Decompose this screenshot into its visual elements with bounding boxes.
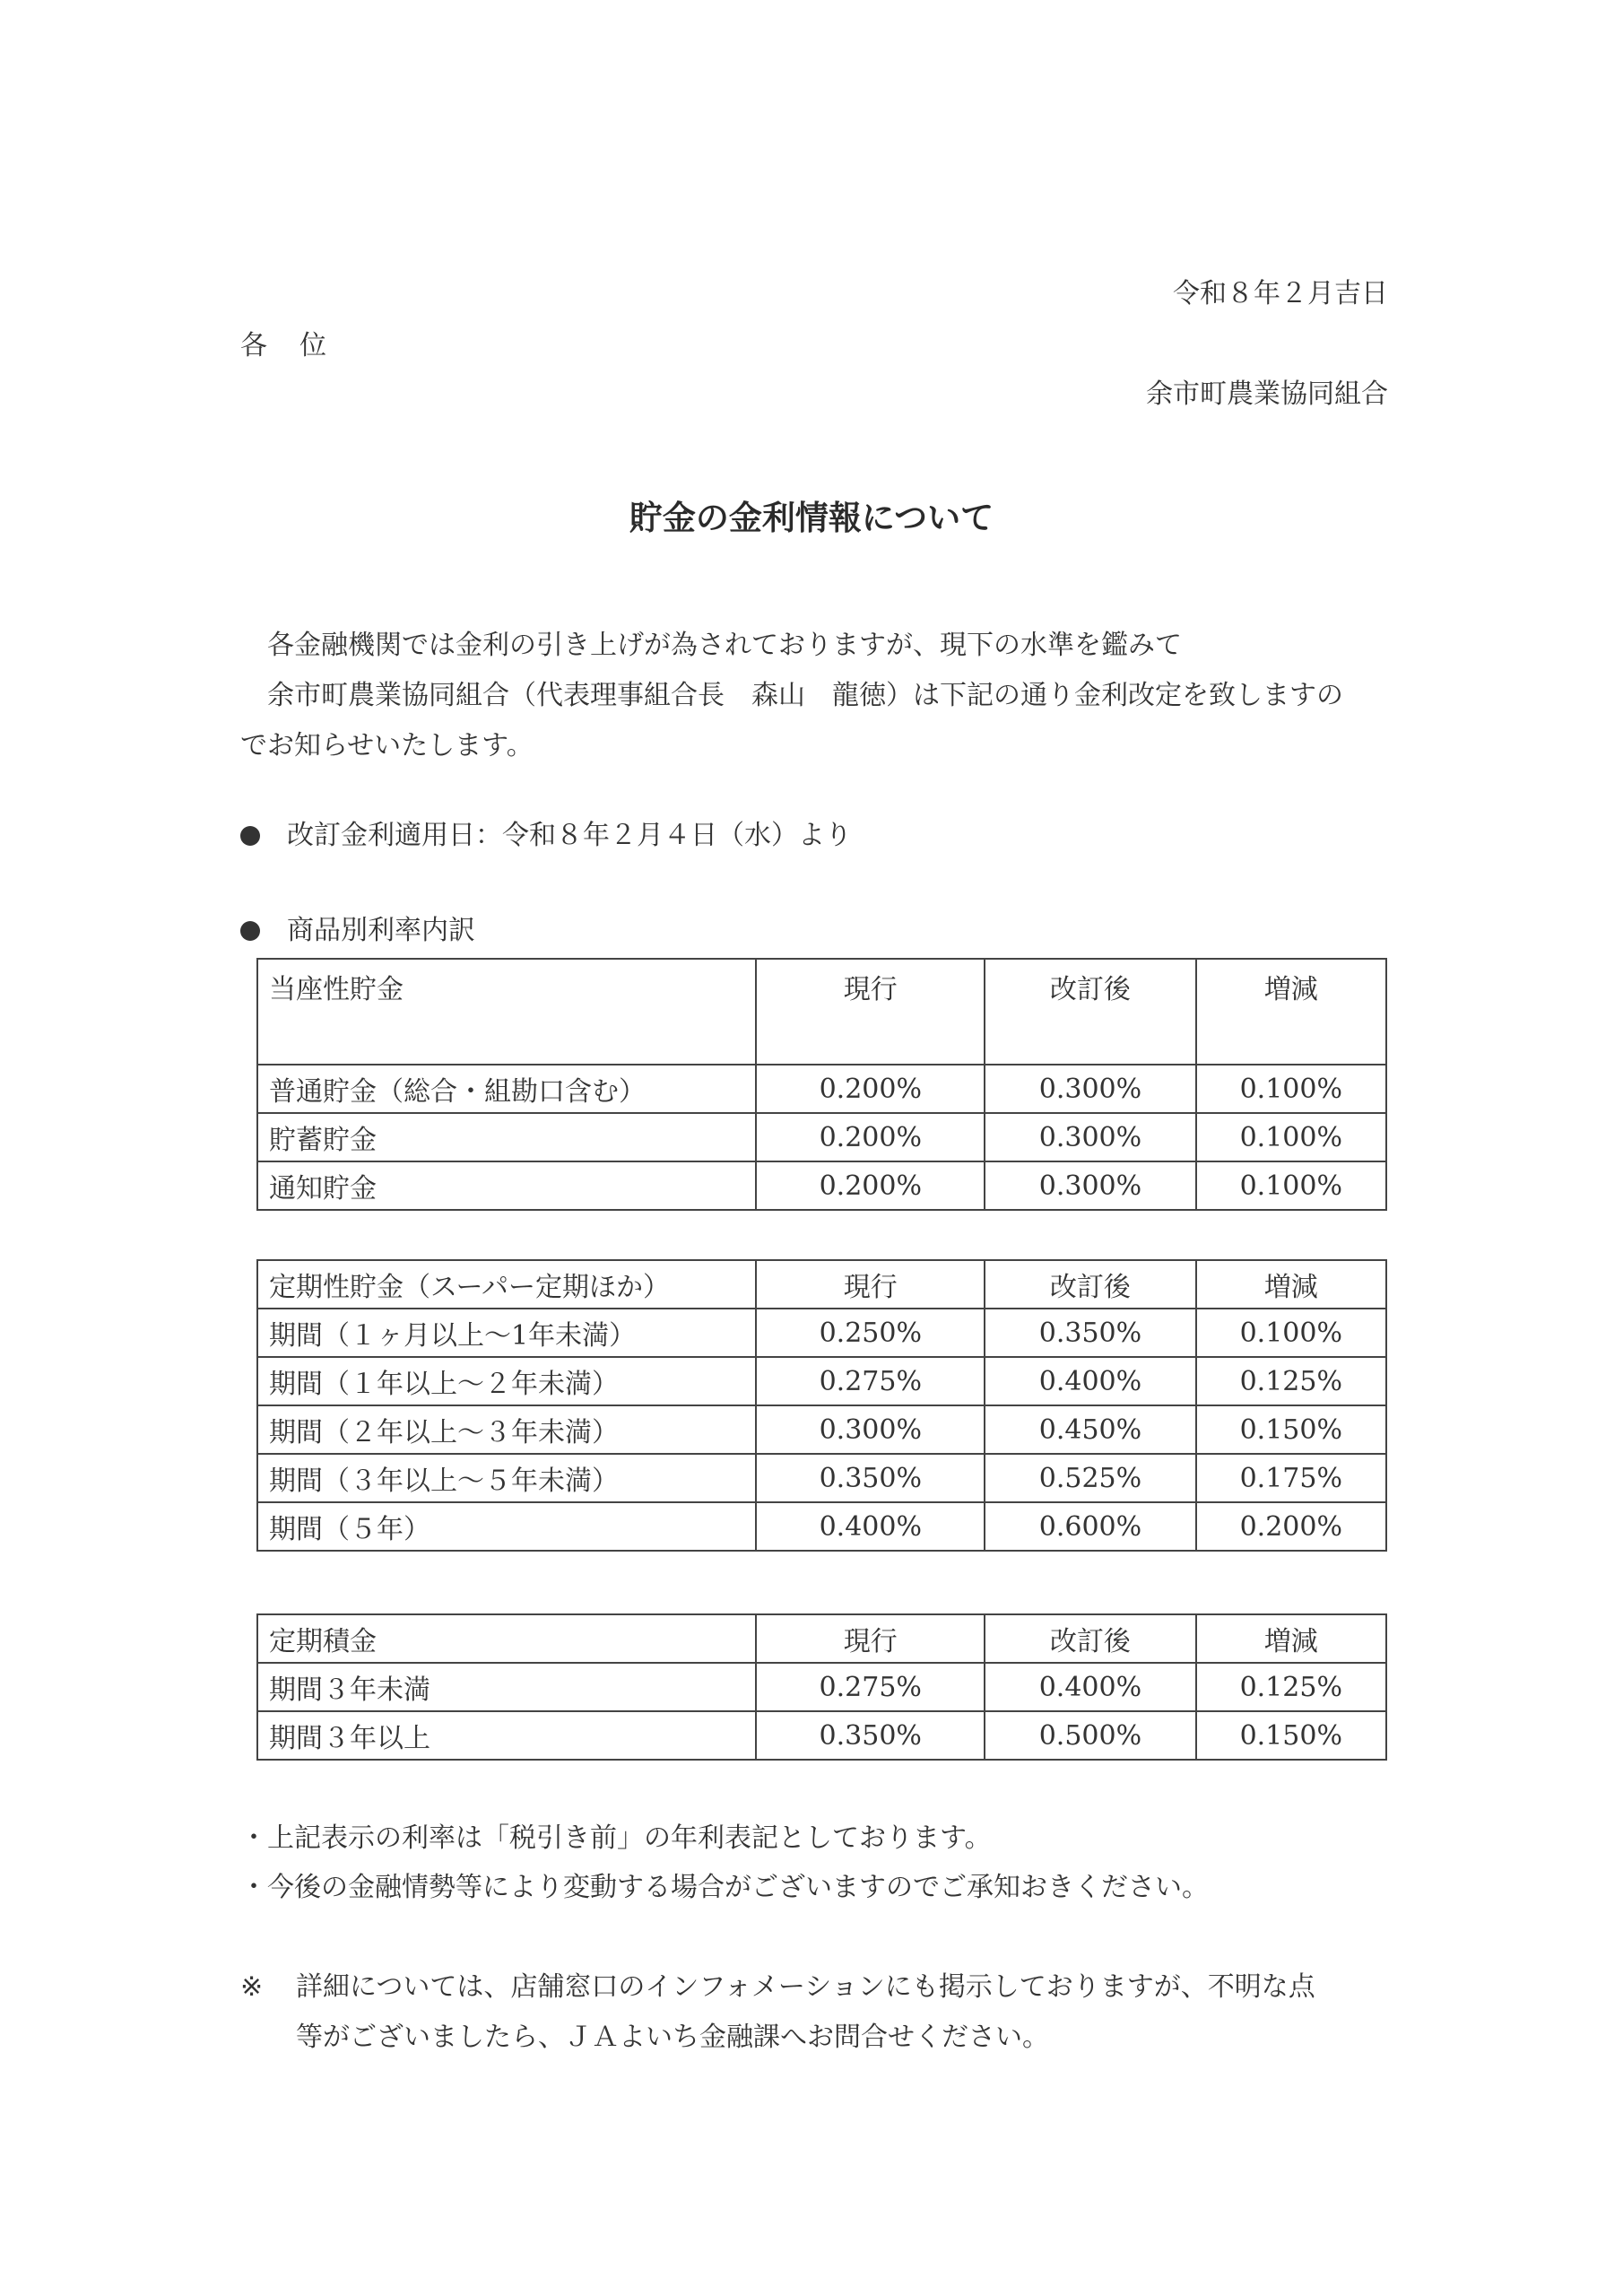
revised-rate: 0.350% [985, 1309, 1195, 1357]
revised-rate: 0.450% [985, 1405, 1195, 1454]
document-date: 令和８年２月吉日 [1173, 278, 1388, 309]
body-line-3: でお知らせいたします。 [240, 730, 534, 761]
rate-change: 0.125% [1196, 1357, 1386, 1405]
header-change: 増減 [1196, 1614, 1386, 1663]
table-row [257, 1161, 1386, 1210]
revised-rate: 0.525% [985, 1454, 1195, 1502]
header-change: 増減 [1196, 1260, 1386, 1309]
revised-rate: 0.300% [985, 1065, 1195, 1113]
table-row [257, 1309, 1386, 1357]
body-line-2: 余市町農業協同組合（代表理事組合長 森山 龍徳）は下記の通り金利改定を致しますの [267, 680, 1343, 711]
row-label: 貯蓄貯金 [257, 1113, 756, 1161]
revised-rate: 0.400% [985, 1357, 1195, 1405]
current-rate: 0.300% [756, 1405, 985, 1454]
header-revised: 改訂後 [985, 1260, 1195, 1309]
reference-mark-icon: ※ [240, 1971, 264, 2003]
rate-change: 0.100% [1196, 1113, 1386, 1161]
breakdown-heading-line [240, 913, 475, 949]
revised-rate: 0.500% [985, 1711, 1195, 1760]
remark-contact [240, 1962, 1406, 2063]
effective-date-text: 改訂金利適用日：令和８年２月４日（水）より [287, 820, 852, 851]
header-revised: 改訂後 [985, 959, 1195, 1065]
row-label: 期間（３年以上～５年未満） [257, 1454, 756, 1502]
document-title: 貯金の金利情報について [629, 499, 994, 537]
row-label: 通知貯金 [257, 1161, 756, 1210]
current-rate: 0.200% [756, 1065, 985, 1113]
row-label: 期間３年以上 [257, 1711, 756, 1760]
row-label: 期間３年未満 [257, 1663, 756, 1711]
rate-change: 0.100% [1196, 1161, 1386, 1210]
header-change: 増減 [1196, 959, 1386, 1065]
bullet-icon [240, 826, 260, 846]
current-rate: 0.350% [756, 1454, 985, 1502]
revised-rate: 0.300% [985, 1113, 1195, 1161]
row-label: 普通貯金（総合・組勘口含む） [257, 1065, 756, 1113]
effective-date-line [240, 818, 852, 854]
table-row [257, 1711, 1386, 1760]
rate-table-installment-savings [256, 1613, 1387, 1761]
current-rate: 0.400% [756, 1502, 985, 1551]
row-label: 期間（１年以上～２年未満） [257, 1357, 756, 1405]
rate-table-time-deposits [256, 1259, 1387, 1552]
table-header-row [257, 959, 1386, 1065]
rate-change: 0.125% [1196, 1663, 1386, 1711]
remark-line-2: 等がございましたら、ＪＡよいち金融課へお問合せください。 [296, 2022, 1049, 2053]
rate-change: 0.150% [1196, 1405, 1386, 1454]
table-row [257, 1454, 1386, 1502]
current-rate: 0.275% [756, 1357, 985, 1405]
table-row [257, 1663, 1386, 1711]
body-paragraph [240, 621, 1406, 771]
revised-rate: 0.600% [985, 1502, 1195, 1551]
current-rate: 0.275% [756, 1663, 985, 1711]
note-pretax: ・上記表示の利率は「税引き前」の年利表記としております。 [240, 1822, 992, 1854]
current-rate: 0.200% [756, 1113, 985, 1161]
table-row [257, 1502, 1386, 1551]
header-category: 当座性貯金 [257, 959, 756, 1065]
rate-table-demand-savings [256, 958, 1387, 1211]
rate-change: 0.100% [1196, 1065, 1386, 1113]
rate-change: 0.100% [1196, 1309, 1386, 1357]
header-category: 定期積金 [257, 1614, 756, 1663]
note-subject-to-change: ・今後の金融情勢等により変動する場合がございますのでご承知おきください。 [240, 1872, 1209, 1903]
rate-change: 0.150% [1196, 1711, 1386, 1760]
rate-change: 0.200% [1196, 1502, 1386, 1551]
header-current: 現行 [756, 1260, 985, 1309]
revised-rate: 0.300% [985, 1161, 1195, 1210]
current-rate: 0.350% [756, 1711, 985, 1760]
table-header-row [257, 1260, 1386, 1309]
header-revised: 改訂後 [985, 1614, 1195, 1663]
table-row [257, 1065, 1386, 1113]
table-row [257, 1357, 1386, 1405]
table-row [257, 1405, 1386, 1454]
body-line-1: 各金融機関では金利の引き上げが為されておりますが、現下の水準を鑑みて [267, 630, 1182, 661]
bullet-icon [240, 921, 260, 941]
row-label: 期間（５年） [257, 1502, 756, 1551]
current-rate: 0.250% [756, 1309, 985, 1357]
table-header-row [257, 1614, 1386, 1663]
row-label: 期間（１ヶ月以上～1年未満） [257, 1309, 756, 1357]
row-label: 期間（２年以上～３年未満） [257, 1405, 756, 1454]
remark-line-1: 詳細については、店舗窓口のインフォメーションにも掲示しておりますが、不明な点 [296, 1971, 1315, 2003]
table-row [257, 1113, 1386, 1161]
addressee: 各位 [240, 330, 359, 361]
revised-rate: 0.400% [985, 1663, 1195, 1711]
sender-organization: 余市町農業協同組合 [1146, 378, 1388, 410]
breakdown-heading-text: 商品別利率内訳 [287, 915, 475, 946]
rate-change: 0.175% [1196, 1454, 1386, 1502]
header-current: 現行 [756, 1614, 985, 1663]
header-category: 定期性貯金（スーパー定期ほか） [257, 1260, 756, 1309]
current-rate: 0.200% [756, 1161, 985, 1210]
header-current: 現行 [756, 959, 985, 1065]
